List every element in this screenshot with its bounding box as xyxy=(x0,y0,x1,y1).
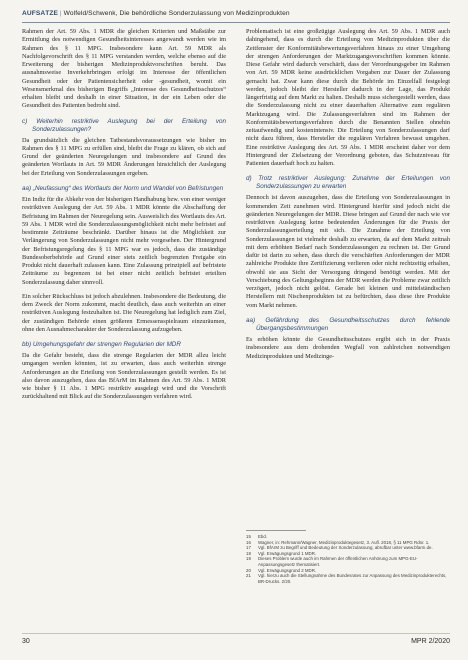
right-column xyxy=(246,28,450,361)
paragraph: Da grundsätzlich die gleichen Tatbestandsvoraussetzungen wie bisher im Rahmen des § 11 MPG zu erfüllen sind, bleibt die Frage zu klären, ob sich auf Grund der geänderten Neuregelungen und insbesondere auf Grund des geänderten Wortlauts in Art. 59 MDR Änderungen hinsichtlich der Auslegung bei der Erteilung von Sonderzulassungen ergeben. xyxy=(22,136,226,177)
paragraph: Da die Gefahr besteht, dass die strenge Regularien der MDR allzu leicht umgangen werden könnten, ist zu erwarten, dass auch weiterhin strenge Anforderungen an die Erteilung von Sonderzulassungen gestellt werden. Es ist also davon auszugehen, dass das BfArM im Rahmen des Art. 59 Abs. 1 MDR wie bisher § 11 Abs. 1 MPG restriktiv ausgelegt wird und die Vorschrift zurückhaltend mit Blick auf die Sonderzulassungen verfahren wird. xyxy=(22,352,226,401)
paragraph: Problematisch ist eine großzügige Auslegung des Art. 59 Abs. 1 MDR auch dahingehend, dass es durch die Erteilung von Medizinprodukten über die Zeitfenster der Konformitätsbewertungsverfahren hinaus zu einer Umgehung der strengen Anforderungen der Marktzugangsvorschriften kommen könnte. Diese Gefahr wird dadurch verschärft, dass der Verordnungsgeber im Rahmen von Art. 59 MDR keine ausdrücklichen Vorgaben zur Dauer der Zulassung gemacht hat. Zwar kann diese durch die Behörde im Einzelfall festgelegt werden, jedoch bleibt der Hersteller dadurch in der Lage, das Produkt längerfristig auf dem Markt zu halten. Deshalb muss sichergestellt werden, dass die Sonderzulassung nicht zu einer dauerhaften Alternative zum regulären Marktzugang wird. Die Zulassungsverfahren sind im Rahmen der Konformitätsbewertungsverfahren durch die Benannten Stellen ohnehin zeitaufwendig und kostenintensiv. Die Erteilung von Sonderzulassungen darf nicht dazu führen, dass Hersteller die regulären Verfahren bewusst umgehen. Eine restriktive Auslegung des Art. 59 Abs. 1 MDR erscheint daher vor dem Hintergrund der Zielsetzung der Verordnung geboten, das Schutzniveau für Patienten dauerhaft hoch zu halten. xyxy=(246,28,450,167)
subheading: d) Trotz restriktiver Auslegung: Zunahme der Erteilungen von Sonderzulassungen zu erwarten xyxy=(246,175,450,191)
paragraph: Ein solcher Rückschluss ist jedoch abzulehnen. Insbesondere die Bedeutung, die dem Zweck der Norm zukommt, macht deutlich, dass auch weiterhin an einer restriktiven Auslegung festzuhalten ist. Die Neuregelung hat lediglich zum Ziel, der zuständigen Behörde einen größeren Ermessensspielraum einzuräumen, ohne den Ausnahmecharakter der Sonderzulassung aufzugeben. xyxy=(22,292,226,333)
subheading: c) Weiterhin restriktive Auslegung bei der Erteilung von Sonderzulassungen? xyxy=(22,117,226,133)
footnote-text: Dieses Problem wurde auch im Rahmen der öffentlichen Anhörung zum MPG-EU-Anpassungsgesetz thematisiert. xyxy=(258,556,418,567)
subheading: bb) Umgehungsgefahr der strengen Regularien der MDR xyxy=(22,341,181,349)
footnote-number: 16 xyxy=(246,539,251,545)
footnote-number: 15 xyxy=(246,534,251,539)
footnote xyxy=(246,556,450,567)
paragraph: Es erhöhen könnte die Gesundheitsschutzes ergibt sich in der Praxis insbesondere aus dem drohenden Wegfall von zahlreichen notwendigen Medizinprodukten und Medizinge- xyxy=(246,336,450,360)
footnote-number: 20 xyxy=(246,567,251,573)
header-section: AUFSÄTZE xyxy=(22,10,58,17)
left-column xyxy=(22,28,226,402)
footnote-text: Vgl. BfArM zu Begriff und Bedeutung der Sonderzulassung, abrufbar unter www.bfarm.de. xyxy=(258,545,433,551)
footnote-text: Ebd. xyxy=(258,534,268,539)
footnotes xyxy=(246,534,450,584)
header-separator: | xyxy=(59,10,62,17)
paragraph: Dennoch ist davon auszugehen, dass die Erteilung von Sonderzulassungen in kommenden Zeit zunehmen wird. Hintergrund hierfür sind jedoch nicht die geänderten Neuregelungen der MDR. Diese bringen auf Grund der nach wie vor restriktiven Auslegung keine bedeutenden Änderungen für die Praxis der Sonderzulassungserteilung mit sich. Die Zunahme der Erteilung von Sonderzulassungen ist vielmehr deshalb zu erwarten, da auf dem Markt zeitnah mit dem erhöhten Bedarf nach Sonderzulassungen zu rechnen ist. Der Grund dafür ist darin zu sehen, dass durch die verschärften Anforderungen der MDR zahlreiche Produkte ihre Zertifizierung verlieren oder nicht rechtzeitig erhalten, obwohl sie aus Sicht der Versorgung dringend benötigt werden. Mit der Verschiebung des Geltungsbeginns der MDR werden die Probleme zwar zeitlich verzögert, jedoch nicht gelöst. Gerade bei kleinen und mittelständischen Herstellern mit Nischenprodukten ist zu befürchten, dass diese ihre Produkte vom Markt nehmen. xyxy=(246,194,450,309)
header-rule xyxy=(22,22,450,23)
footnote-number: 21 xyxy=(246,573,251,579)
running-header xyxy=(22,10,442,17)
footnote-number: 18 xyxy=(246,550,251,556)
footnote-text: Vgl. Erwägungsgrund 2 MDR. xyxy=(258,567,317,573)
journal-issue: MPR 2/2020 xyxy=(411,638,450,645)
footnote-text: Vgl. Erwägungsgrund 1 MDR. xyxy=(258,550,317,556)
footnote-text: Wagner, in: Rehmann/Wagner, Medizinproduktegesetz, 3. Aufl. 2018, § 11 MPG Rdnr. 1. xyxy=(258,539,430,545)
subheading: aa) „Neufassung“ des Wortlauts der Norm und Wandel von Befristungen xyxy=(22,184,224,192)
footnote-text: Vgl. hierzu auch die Stellungnahme des Bundesrates zur Anpassung des Medizinprodukterechts, BR-Drucks. 2/20. xyxy=(258,573,447,584)
footnote-number: 17 xyxy=(246,545,251,551)
footnote xyxy=(246,573,450,584)
footnote-number: 19 xyxy=(246,556,251,562)
page-number: 30 xyxy=(22,638,30,645)
paragraph: Ein Indiz für die Abkehr von der bisherigen Handhabung bzw. von einer weniger restriktiven Auslegung der Art. 59 Abs. 1 MDR könnte die Abschaffung der Befristung im Rahmen der Neuregelung sein. Ausweislich des Wortlauts des Art. 59 Abs. 1 MDR wird die Sonderzulassungsmöglichkeit nicht mehr befristet auf bestimmte Zeiträume beschränkt. Darüber hinaus ist die Möglichkeit zur Verlängerung von Sonderzulassungen nicht mehr vorgesehen. Der Hintergrund der Befristungsregelung des § 11 MPG war es jedoch, dass die zuständige Bundesoberbehörde auf Grund einer stets zeitlich begrenzten Freigabe ein Produkt nicht dauerhaft zulassen kann. Eine Zulassung prinzipiell auf befristete Zeiträume zu begrenzen ist bei einer nicht zeitlich befristet erteilten Sonderzulassung daher sinnvoll. xyxy=(22,196,227,286)
footnote-rule xyxy=(246,530,306,531)
paragraph: Rahmen der Art. 59 Abs. 1 MDR die gleichen Kriterien und Maßstäbe zur Ermittlung des notwendigen Gesundheitsinteresses angewandt werden wie im Rahmen des § 11 MPG. Insbesondere kann Art. 59 MDR als Nachfolgevorschrift des § 11 MPG verstanden werden, welche ebenso auf die Erweiterung der bisherigen Medizinproduktvorschriften beruht. Das ausnahmsweise Inverkehrbringen erfolgt im Interesse der öffentlichen Gesundheit oder der Patientensicherheit oder -gesundheit, womit ein Wesensmerkmal des bisherigen Begriffs „Interesse des Gesundheitsschutzes“ erhalten bleibt und deshalb in einer Situation, in der ein Leben oder die Gesundheit des Patienten bedroht sind. xyxy=(22,28,226,110)
footer-rule xyxy=(22,633,450,634)
header-title: Wolfeld/Schwenk, Die behördliche Sonderzulassung von Medizinprodukten xyxy=(63,10,290,17)
subheading: aa) Gefährdung des Gesundheitsschutzes durch fehlende Übergangsbestimmungen xyxy=(246,316,450,333)
